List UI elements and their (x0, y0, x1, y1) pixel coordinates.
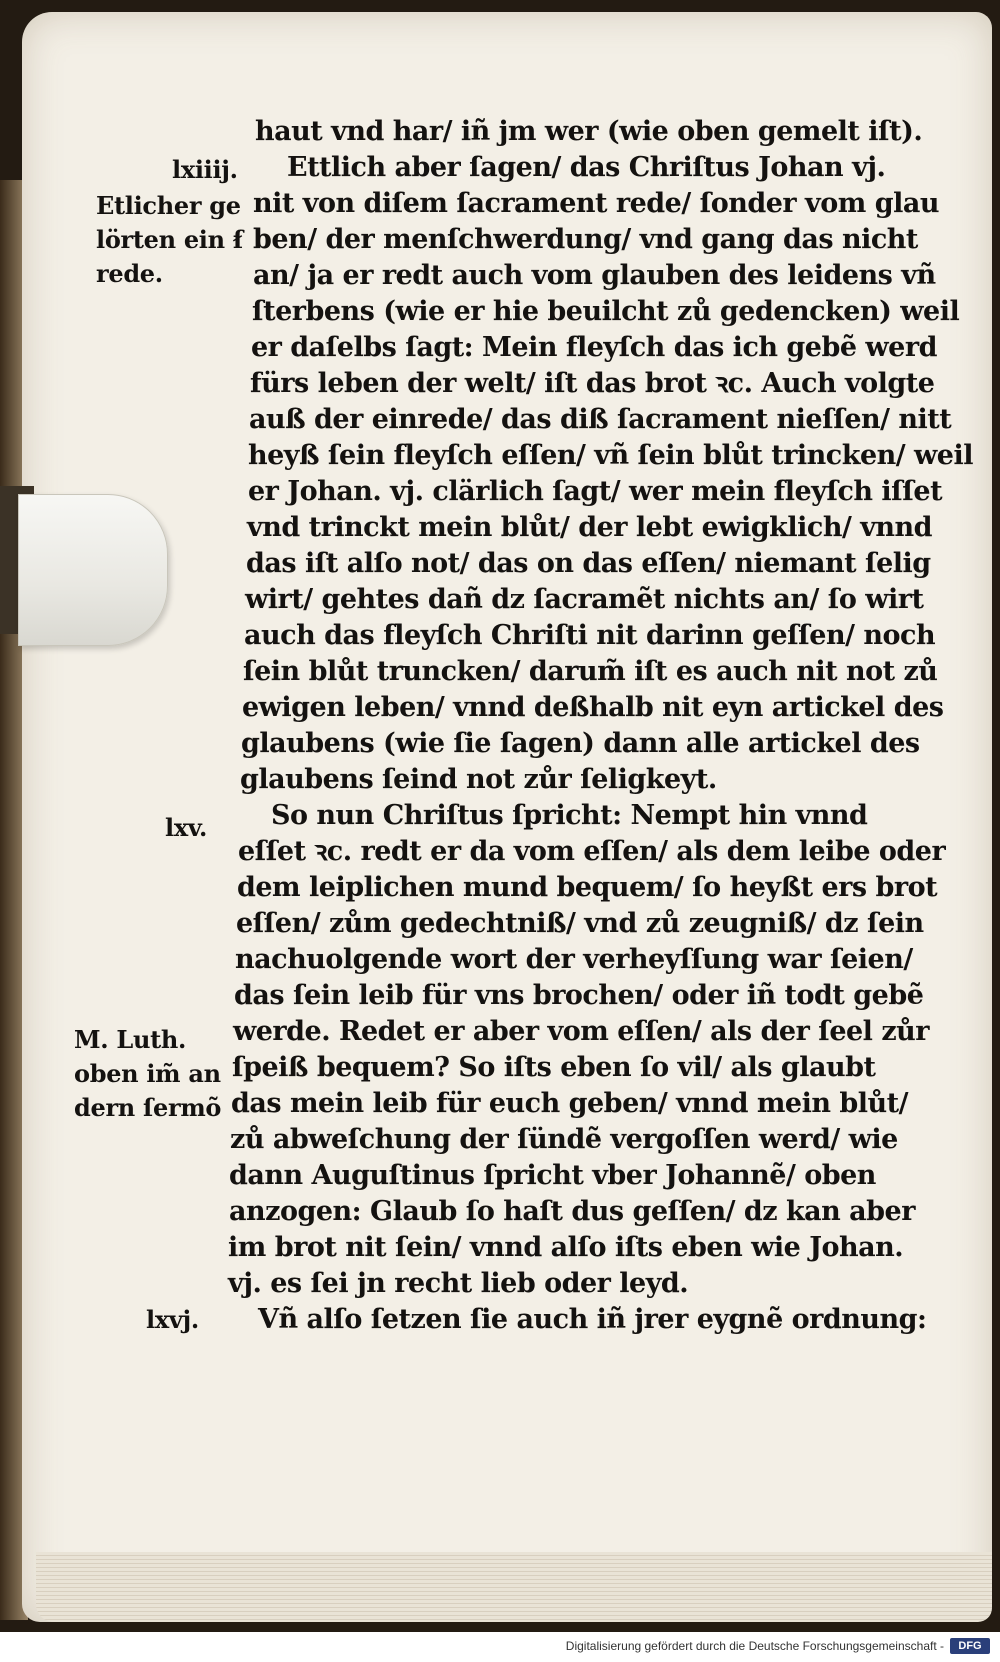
text-line: an/ ja er redt auch vom glauben des leidens vñ (253, 260, 936, 291)
margin-note: Etlicher ge (96, 191, 241, 220)
text-line: eſſet ꝛc. redt er da vom eſſen/ als dem leibe oder (238, 836, 946, 867)
text-line: glaubens ſeind not zůr ſeligkeyt. (240, 764, 717, 795)
margin-note: lxvj. (146, 1305, 199, 1334)
text-line: So nun Chriſtus ſpricht: Nempt hin vnnd (271, 800, 868, 831)
text-line: er daſelbs ſagt: Mein fleyſch das ich gebẽ werd (251, 332, 937, 363)
margin-note: lxiiij. (172, 155, 238, 184)
text-line: ſterbens (wie er hie beuilcht zů gedencken) weil (252, 296, 960, 327)
text-line: dem leiplichen mund bequem/ ſo heyßt ers brot (237, 872, 938, 903)
text-line: ben/ der menſchwerdung/ vnd gang das nicht (253, 224, 918, 255)
text-line: auß der einrede/ das diß ſacrament nieſſen/ nitt (249, 404, 952, 435)
text-line: wirt/ gehtes dañ dz ſacramẽt nichts an/ ſo wirt (245, 584, 924, 615)
text-line: glaubens (wie ſie ſagen) dann alle artickel des (241, 728, 920, 759)
footer-credit: Digitalisierung gefördert durch die Deutsche Forschungsgemeinschaft - (565, 1639, 944, 1653)
text-line: ſein blůt truncken/ darum̃ iſt es auch nit not zů (243, 656, 938, 687)
text-line: das mein leib für euch geben/ vnnd mein blůt/ (231, 1088, 908, 1119)
margin-note: M. Luth. (74, 1025, 187, 1054)
text-line: dann Auguſtinus ſpricht vber Johannẽ/ oben (229, 1160, 876, 1191)
text-line: anzogen: Glaub ſo haſt dus geſſen/ dz kan aber (229, 1196, 915, 1227)
text-line: im brot nit ſein/ vnnd alſo iſts eben wie Johan. (228, 1232, 904, 1263)
footer-bar (0, 1632, 1000, 1662)
text-line: nachuolgende wort der verheyſſung war ſeien/ (235, 944, 913, 975)
text-line: nit von diſem ſacrament rede/ ſonder vom glau (253, 188, 939, 219)
text-line: werde. Redet er aber vom eſſen/ als der ſeel zůr (233, 1016, 930, 1047)
text-line: er Johan. vj. clärlich ſagt/ wer mein fleyſch iſſet (248, 476, 943, 507)
text-line: Ettlich aber ſagen/ das Chriſtus Johan vj. (287, 152, 886, 183)
margin-note: lörten ein ẜ (96, 225, 243, 254)
text-line: auch das fleyſch Chriſti nit darinn geſſen/ noch (244, 620, 936, 651)
margin-note: dern ſermõ (74, 1093, 222, 1122)
text-line: heyß ſein fleyſch eſſen/ vñ ſein blůt trincken/ weil (248, 440, 973, 471)
text-line: haut vnd har/ iñ jm wer (wie oben gemelt iſt). (255, 116, 923, 147)
text-line: ſpeiß bequem? So iſts eben ſo vil/ als glaubt (232, 1052, 876, 1083)
margin-note: oben im̃ an (74, 1059, 221, 1088)
dfg-logo-icon: DFG (950, 1638, 990, 1654)
bookmark-clip (18, 494, 168, 646)
margin-note: lxv. (165, 813, 208, 842)
page-stack-edge (36, 1552, 992, 1622)
text-line: das ſein leib für vns brochen/ oder iñ todt gebẽ (234, 980, 924, 1011)
text-line: Vñ alſo ſetzen ſie auch iñ jrer eygnẽ ordnung: (258, 1304, 927, 1335)
text-line: eſſen/ zům gedechtniß/ vnd zů zeugniß/ dz ſein (236, 908, 924, 939)
margin-note: rede. (96, 259, 163, 288)
text-line: zů abweſchung der ſündẽ vergoſſen werd/ wie (230, 1124, 898, 1155)
text-line: das iſt alſo not/ das on das eſſen/ niemant ſelig (246, 548, 931, 579)
text-line: vj. es ſei jn recht lieb oder leyd. (228, 1268, 689, 1299)
text-line: fürs leben der welt/ iſt das brot ꝛc. Auch volgte (250, 368, 935, 399)
text-line: ewigen leben/ vnnd deßhalb nit eyn artickel des (242, 692, 944, 723)
text-line: vnd trinckt mein blůt/ der lebt ewigklich/ vnnd (247, 512, 933, 543)
